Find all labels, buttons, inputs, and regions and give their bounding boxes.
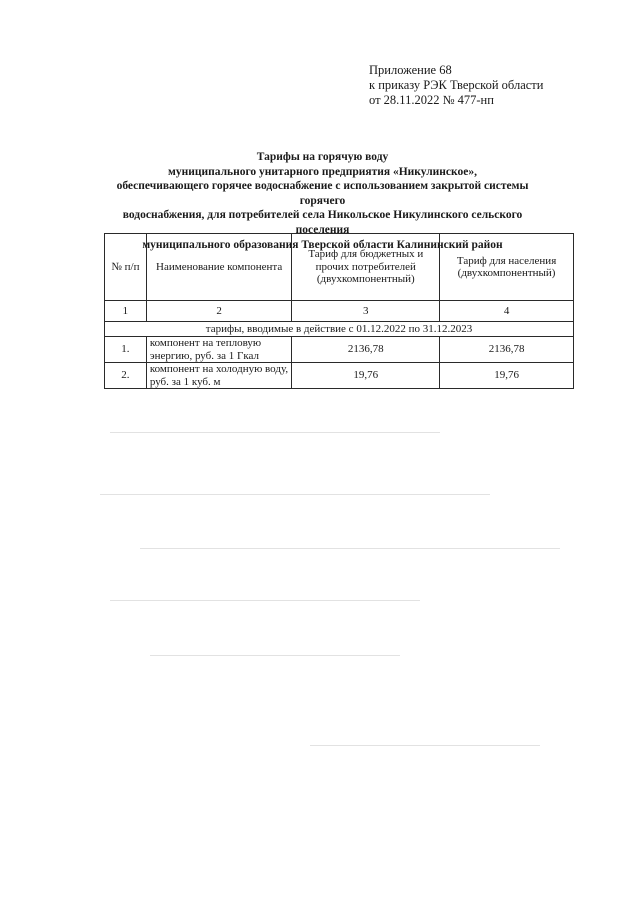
column-number: 3 [292,301,440,322]
table-row [105,337,574,363]
row-budget: 2136,78 [292,337,440,363]
scan-artifact [150,655,400,656]
header-population: Тариф для населения (двухкомпонентный) [440,234,574,301]
appendix-line: к приказу РЭК Тверской области [369,78,544,92]
appendix-line: Приложение 68 [369,63,452,77]
row-budget: 19,76 [292,363,440,389]
scan-artifact [100,494,490,495]
scan-artifact [310,745,540,746]
column-number-row [105,301,574,322]
title-line: Тарифы на горячую воду [256,151,389,163]
header-name: Наименование компонента [146,234,292,301]
title-line: муниципального унитарного предприятия «Никулинское», [168,165,477,178]
column-number: 2 [146,301,292,322]
row-num: 2. [105,363,147,389]
row-name: компонент на холодную воду, руб. за 1 куб. м [146,363,292,389]
scan-artifact [110,600,420,601]
header-num: № п/п [105,234,147,301]
period-row [105,322,574,337]
row-num: 1. [105,337,147,363]
title-line: обеспечивающего горячее водоснабжение с использованием закрытой системы горячего [116,180,529,207]
title-line: муниципального образования Тверской области Калининский район [142,238,503,251]
table-header-row [105,234,574,301]
period-text: тарифы, вводимые в действие с 01.12.2022 по 31.12.2023 [105,322,574,337]
appendix-block [369,63,543,108]
tariff-table [104,233,574,389]
scan-artifact [140,548,560,549]
appendix-line: от 28.11.2022 № 477-нп [369,93,494,107]
header-budget: Тариф для бюджетных и прочих потребителей (двухкомпонентный) [292,234,440,301]
title-line: водоснабжения, для потребителей села Никольское Никулинского сельского поселения [122,209,523,236]
scan-artifact [110,432,440,433]
column-number: 4 [440,301,574,322]
row-population: 2136,78 [440,337,574,363]
row-name: компонент на тепловую энергию, руб. за 1 Гкал [146,337,292,363]
table-row [105,363,574,389]
row-population: 19,76 [440,363,574,389]
column-number: 1 [105,301,147,322]
